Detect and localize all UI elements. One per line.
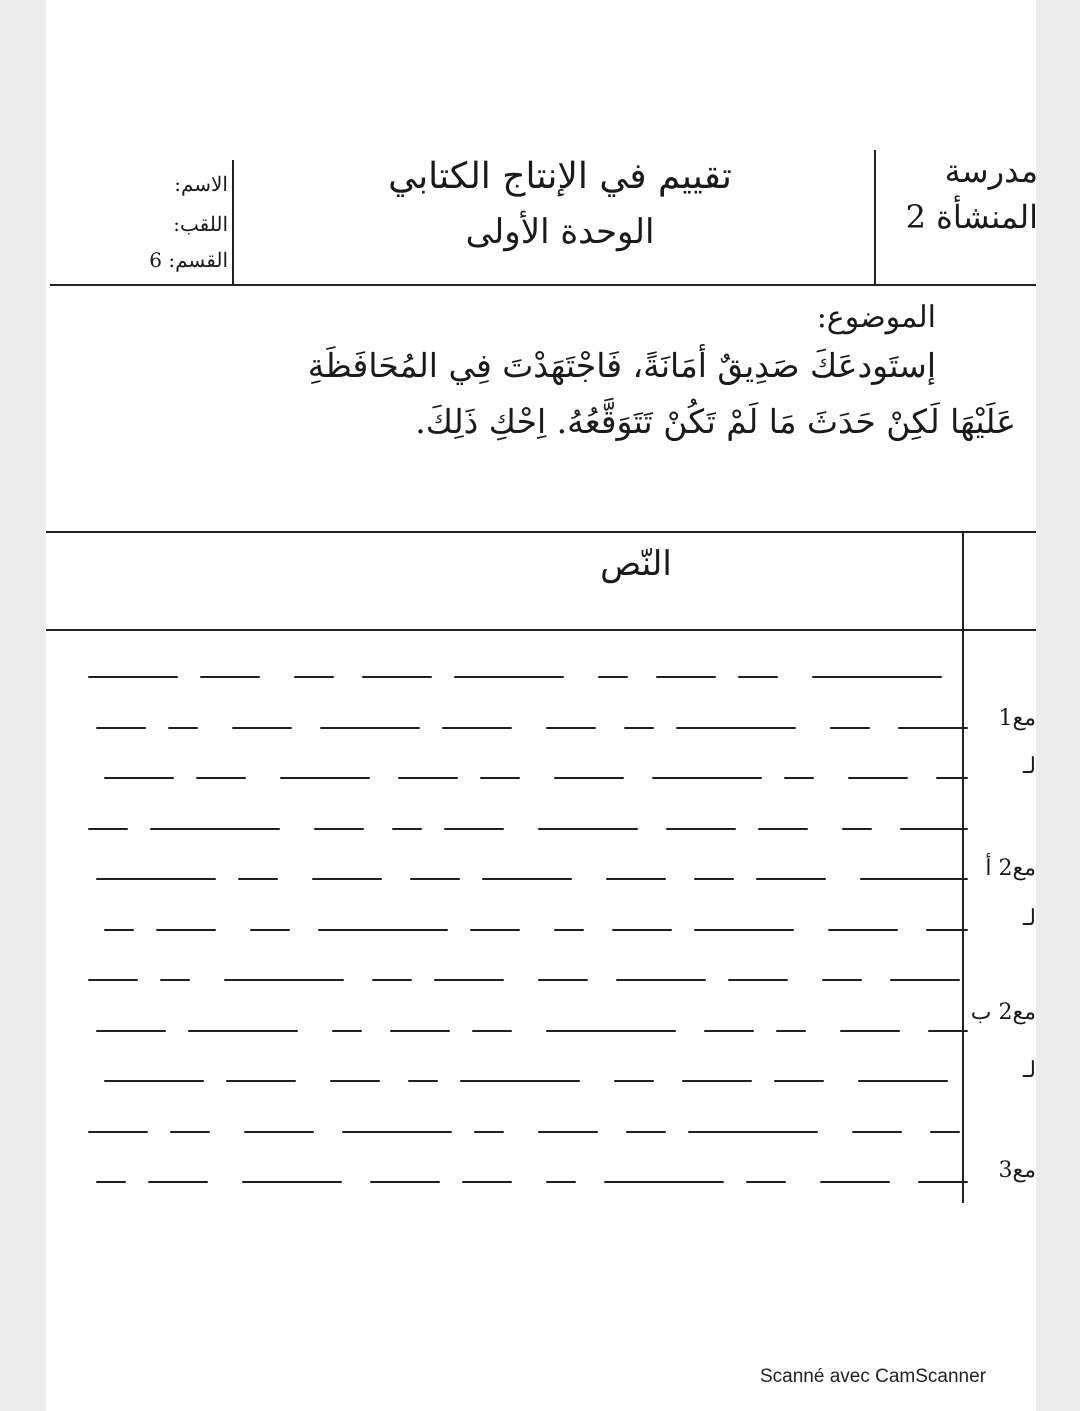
writing-line — [88, 979, 988, 983]
line-dash — [840, 1030, 900, 1032]
writing-line — [88, 929, 988, 933]
writing-line — [88, 828, 988, 832]
line-dash — [410, 878, 460, 880]
margin-mark-5: مع2 ب — [970, 1000, 1036, 1025]
line-dash — [474, 1131, 504, 1133]
subject-line-1: إستَودعَكَ صَدِيقٌ أمَانَةً، فَاجْتَهَدْتَ فِي المُحَافَظَةِ — [307, 346, 936, 385]
line-dash — [758, 828, 808, 830]
line-dash — [88, 676, 178, 678]
line-dash — [848, 777, 908, 779]
line-dash — [656, 676, 716, 678]
line-dash — [858, 1080, 948, 1082]
line-dash — [820, 1181, 890, 1183]
line-dash — [372, 979, 412, 981]
line-dash — [294, 676, 334, 678]
line-dash — [676, 727, 796, 729]
line-dash — [200, 676, 260, 678]
line-dash — [170, 1131, 210, 1133]
line-dash — [930, 1131, 960, 1133]
line-dash — [150, 828, 280, 830]
line-dash — [444, 828, 504, 830]
line-dash — [682, 1080, 752, 1082]
exam-unit: الوحدة الأولى — [465, 212, 655, 252]
line-dash — [728, 979, 788, 981]
line-dash — [226, 1080, 296, 1082]
margin-mark-2: لـ — [1022, 754, 1036, 779]
line-dash — [232, 727, 292, 729]
line-dash — [900, 828, 968, 830]
line-dash — [546, 1181, 576, 1183]
subject-heading: الموضوع: — [816, 300, 936, 335]
line-dash — [470, 929, 520, 931]
line-dash — [694, 878, 734, 880]
line-dash — [616, 979, 706, 981]
line-dash — [168, 727, 198, 729]
exam-sheet — [46, 0, 1036, 1411]
line-dash — [688, 1131, 818, 1133]
line-dash — [160, 979, 190, 981]
line-dash — [538, 828, 638, 830]
line-dash — [96, 878, 216, 880]
header-bottom-rule — [50, 284, 1036, 286]
surname-field-label: اللقب: — [173, 212, 228, 236]
line-dash — [666, 828, 736, 830]
line-dash — [624, 727, 654, 729]
margin-mark-6: لـ — [1022, 1058, 1036, 1083]
line-dash — [454, 676, 564, 678]
line-dash — [188, 1030, 298, 1032]
writing-line — [88, 1080, 988, 1084]
line-dash — [852, 1131, 902, 1133]
writing-line — [88, 1030, 988, 1034]
line-dash — [462, 1181, 512, 1183]
line-dash — [830, 727, 870, 729]
line-dash — [704, 1030, 754, 1032]
line-dash — [784, 777, 814, 779]
line-dash — [148, 1181, 208, 1183]
line-dash — [898, 727, 968, 729]
line-dash — [370, 1181, 440, 1183]
line-dash — [612, 929, 672, 931]
line-dash — [538, 1131, 598, 1133]
line-dash — [88, 979, 138, 981]
line-dash — [196, 777, 246, 779]
class-field-label: القسم: 6 — [149, 248, 228, 272]
line-dash — [104, 1080, 204, 1082]
margin-mark-3: مع2 أ — [985, 856, 1036, 881]
line-dash — [96, 727, 146, 729]
exam-title: تقييم في الإنتاج الكتابي — [388, 156, 732, 197]
line-dash — [408, 1080, 438, 1082]
line-dash — [554, 929, 584, 931]
line-dash — [442, 727, 512, 729]
line-dash — [88, 828, 128, 830]
line-dash — [828, 929, 898, 931]
line-dash — [342, 1131, 452, 1133]
line-dash — [244, 1131, 314, 1133]
line-dash — [460, 1080, 580, 1082]
line-dash — [614, 1080, 654, 1082]
line-dash — [694, 929, 794, 931]
line-dash — [546, 727, 596, 729]
line-dash — [320, 727, 420, 729]
margin-mark-1: مع1 — [998, 706, 1036, 731]
line-dash — [332, 1030, 362, 1032]
line-dash — [156, 929, 216, 931]
subject-line-2: عَلَيْهَا لَكِنْ حَدَثَ مَا لَمْ تَكُنْ تَتَوَقَّعُهُ. اِحْكِ ذَلِكَ. — [415, 402, 1016, 441]
line-dash — [280, 777, 370, 779]
line-dash — [842, 828, 872, 830]
line-dash — [936, 777, 968, 779]
line-dash — [546, 1030, 676, 1032]
writing-line — [88, 676, 988, 680]
school-label: مدرسة — [944, 152, 1038, 190]
line-dash — [738, 676, 778, 678]
line-dash — [604, 1181, 724, 1183]
line-dash — [606, 878, 666, 880]
line-dash — [312, 878, 382, 880]
line-dash — [598, 676, 628, 678]
line-dash — [472, 1030, 512, 1032]
scanner-watermark: Scanné avec CamScanner — [760, 1366, 987, 1387]
line-dash — [250, 929, 290, 931]
line-dash — [918, 1181, 968, 1183]
margin-mark-4: لـ — [1022, 906, 1036, 931]
line-dash — [434, 979, 504, 981]
writing-line — [88, 1181, 988, 1185]
line-dash — [330, 1080, 380, 1082]
line-dash — [890, 979, 960, 981]
line-dash — [318, 929, 448, 931]
line-dash — [480, 777, 520, 779]
text-area-top-rule — [46, 531, 1036, 533]
name-field-label: الاسم: — [174, 172, 228, 196]
line-dash — [812, 676, 942, 678]
writing-line — [88, 878, 988, 882]
line-dash — [538, 979, 588, 981]
line-dash — [746, 1181, 786, 1183]
line-dash — [96, 1181, 126, 1183]
line-dash — [96, 1030, 166, 1032]
text-section-heading: النّص — [600, 544, 672, 584]
line-dash — [398, 777, 458, 779]
line-dash — [224, 979, 344, 981]
line-dash — [756, 878, 826, 880]
writing-line — [88, 1131, 988, 1135]
line-dash — [242, 1181, 342, 1183]
line-dash — [104, 929, 134, 931]
line-dash — [482, 878, 572, 880]
text-heading-bottom-rule — [46, 629, 1036, 631]
line-dash — [238, 878, 278, 880]
line-dash — [314, 828, 364, 830]
margin-mark-7: مع3 — [998, 1158, 1036, 1183]
line-dash — [104, 777, 174, 779]
line-dash — [88, 1131, 148, 1133]
margin-column-divider — [962, 531, 964, 1203]
line-dash — [390, 1030, 450, 1032]
line-dash — [860, 878, 968, 880]
line-dash — [822, 979, 862, 981]
line-dash — [362, 676, 432, 678]
writing-line — [88, 727, 988, 731]
header-divider-right — [874, 150, 876, 284]
writing-line — [88, 777, 988, 781]
line-dash — [928, 1030, 968, 1032]
school-name: المنشأة 2 — [905, 198, 1038, 236]
line-dash — [626, 1131, 666, 1133]
line-dash — [926, 929, 968, 931]
line-dash — [392, 828, 422, 830]
line-dash — [554, 777, 624, 779]
line-dash — [652, 777, 762, 779]
line-dash — [776, 1030, 806, 1032]
header-divider-left — [232, 160, 234, 284]
line-dash — [774, 1080, 824, 1082]
